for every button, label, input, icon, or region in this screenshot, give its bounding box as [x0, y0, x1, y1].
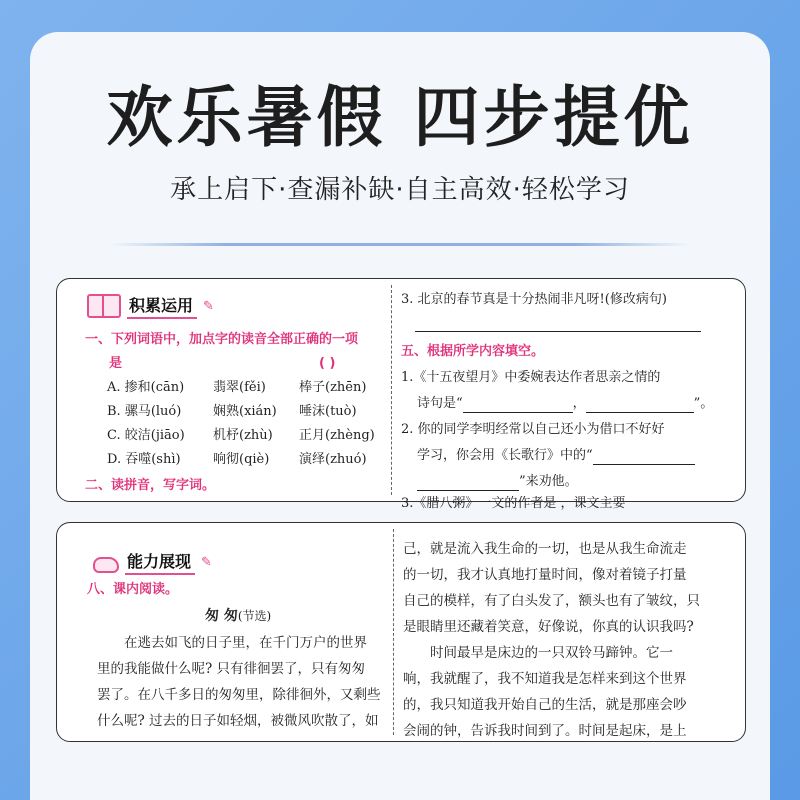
essay-left-line-3: 罢了。在八千多日的匆匆里，除徘徊外，又剩些: [97, 687, 381, 703]
section-label: 积累运用: [127, 293, 197, 319]
option-b-2: 娴熟(xián): [213, 404, 277, 419]
section-header-ability: [91, 549, 212, 575]
option-d-3: 演绎(zhuó): [299, 452, 367, 467]
fill-blank-3: [593, 450, 695, 465]
fill-1-comma: ，: [572, 396, 586, 411]
pen-icon: ✎: [203, 298, 214, 314]
page-title: 欢乐暑假 四步提优: [106, 79, 694, 156]
option-c-2: 机杼(zhù): [213, 428, 273, 443]
question-3-right: 3. 北京的春节真是十分热闹非凡呀!(修改病句): [401, 292, 667, 307]
essay-left-line-1: 在逃去如飞的日子里，在千门万户的世界: [97, 635, 367, 651]
answer-paren: ( ): [319, 356, 336, 371]
option-d-2: 响彻(qiè): [213, 452, 270, 467]
fill-blank-4: [417, 476, 519, 491]
essay-right-line-5: 时间最早是床边的一只双铃马蹄钟。它一: [403, 645, 673, 661]
question-8: 八、课内阅读。: [87, 582, 179, 597]
fill-2-line1: 2. 你的同学李明经常以自己还小为借口不好好: [401, 422, 665, 437]
option-b-1: B. 骡马(luó): [107, 404, 182, 419]
column-divider: [393, 529, 394, 735]
option-c-1: C. 皎洁(jiāo): [107, 428, 185, 443]
sample-page-reading: [56, 522, 746, 742]
option-a-2: 翡翠(fěi): [213, 380, 266, 395]
essay-left-line-2: 里的我能做什么呢? 只有徘徊罢了，只有匆匆: [97, 661, 366, 677]
fill-2-prefix: 学习，你会用《长歌行》中的“: [417, 448, 593, 463]
essay-title-text: 匆 匆: [205, 608, 238, 624]
column-divider: [391, 285, 392, 495]
option-a-3: 棒子(zhēn): [299, 380, 367, 395]
fill-blank-2: [586, 398, 694, 413]
essay-right-line-6: 响，我就醒了，我不知道我是怎样来到这个世界: [403, 671, 687, 687]
essay-right-line-7: 的，我只知道我开始自己的生活，就是那座会吵: [403, 697, 687, 713]
fill-1-line1: 1.《十五夜望月》中委婉表达作者思亲之情的: [401, 370, 661, 385]
option-c-3: 正月(zhèng): [299, 428, 375, 443]
essay-right-line-8: 会闹的钟，告诉我时间到了。时间是起床，是上: [403, 723, 687, 739]
essay-left-line-4: 什么呢? 过去的日子如轻烟，被微风吹散了，如: [97, 713, 379, 729]
fill-2-line2: [417, 447, 695, 465]
question-5: 五、根据所学内容填空。: [401, 344, 545, 359]
essay-right-line-4: 是眼睛里还藏着笑意，好像说，你真的认识我吗?: [403, 619, 694, 635]
option-b-3: 唾沫(tuò): [299, 404, 357, 419]
pen-icon: ✎: [201, 554, 212, 570]
essay-right-line-1: 己，就是流入我生命的一切，也是从我生命流走: [403, 541, 687, 557]
book-icon: [87, 294, 121, 318]
fill-1-suffix: ”。: [693, 396, 714, 411]
section-header-accumulation: [87, 293, 214, 319]
essay-right-line-2: 的一切，我才认真地打量时间，像对着镜子打量: [403, 567, 687, 583]
option-d-1: D. 吞噬(shì): [107, 452, 181, 467]
essay-title-note: (节选): [237, 609, 272, 623]
page-subtitle: 承上启下·查漏补缺·自主高效·轻松学习: [170, 175, 630, 205]
fill-blank-1: [463, 398, 573, 413]
question-1: 一、下列词语中，加点字的读音全部正确的一项: [85, 332, 359, 347]
essay-title: [205, 607, 271, 625]
fill-3-cut: 3.《腊八粥》一文的作者是 ，课文主要: [401, 496, 626, 511]
fill-1-prefix: 诗句是“: [417, 396, 463, 411]
hand-icon: [91, 551, 119, 573]
fill-1-line2: [417, 395, 713, 413]
question-1-cont: 是: [109, 356, 123, 371]
essay-right-line-3: 自己的模样，有了白头发了，额头也有了皱纹，只: [403, 593, 700, 609]
section-label: 能力展现: [125, 549, 195, 575]
option-a-1: A. 掺和(cān): [107, 380, 185, 395]
answer-line: [415, 331, 701, 332]
question-2: 二、读拼音，写字词。: [85, 478, 216, 493]
divider: [110, 243, 690, 246]
sample-page-accumulation: [56, 278, 746, 511]
fill-2-suffix: ”来劝他。: [519, 474, 578, 489]
fill-2-line3: [417, 473, 578, 491]
